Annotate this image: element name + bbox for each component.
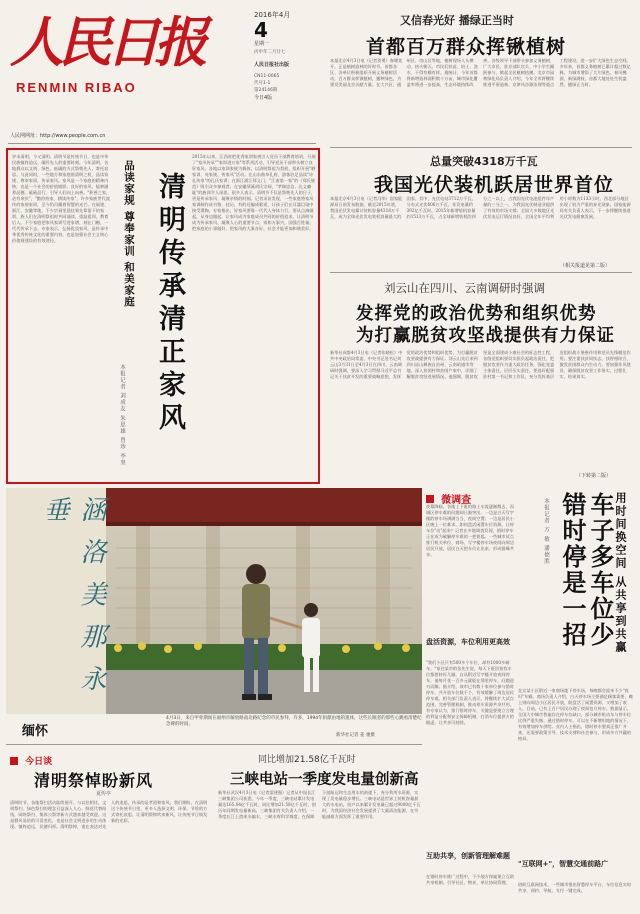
masthead-divider bbox=[8, 143, 316, 144]
tree-planting-kicker: 又信春光好 播绿正当时 bbox=[400, 14, 514, 27]
masthead-weekday: 星期一 bbox=[254, 41, 270, 47]
parking-body: 北京某小区附近一家商场地下停车场，每晚都会迎来不少"夜归"车辆。商场负责人介绍，白天停车场主要满足顾客需要，晚上则向周边小区居民开放，既盘活了闲置资源，又增加了收入。目前，已有上百户居民办理了夜间包月停车。数据显示，全国大中城市普遍存在停车位缺口，部分城市机动车与停车位比例严重失衡。通过错时停车，可以在不新增用地的情况下，有效增加停车供给。业内人士指出，错时停车要真正推广开来，还需要政策引导、技术支撑和社会参与，形成多方共赢的格局。 bbox=[518, 688, 633, 741]
parking-body-2: 借助互联网技术，一些城市推出智慧停车平台，车位信息实时共享，预约、导航、支付一键完成。 bbox=[518, 882, 632, 893]
today-label: 今日谈 bbox=[25, 757, 53, 767]
parking-headline: 车子多车位少 错时停是一招 bbox=[558, 492, 614, 648]
masthead-pinyin: RENMIN RIBAO bbox=[16, 80, 137, 95]
photo-block bbox=[6, 488, 422, 740]
photo-caption: 4月3日，来自甲骨期间在福州市解放路南北路纪念的市民参拜，许多，1994年捐献由地的遗体，这些长眠者的那些心跳看清楚纪念碑的时间。 bbox=[166, 716, 422, 727]
three-gorges-body: 新华社武汉4月3日电（记者梁建强）记者从中国长江三峡集团公司获悉，今年一季度，三峡电站累计发电量达165.04亿千瓦时，同比增加21.58亿千瓦时，创历年同期发电量新高。三峡集团有关负责人介绍，一季度长江上游来水偏丰，三峡水库科学调度，在保障下游航运和生态用水的前提下，充分利用水资源，实现了发电量稳步增长。三峡电站是世界上装机容量最大的水电站，投产以来累计发电量已超过9000亿千瓦时，为我国经济社会发展提供了大量清洁能源，在节能减排方面发挥了重要作用。 bbox=[218, 790, 421, 819]
three-gorges-headline: 三峡电站一季度发电量创新高 bbox=[230, 772, 419, 788]
calligraphy-panel bbox=[6, 488, 106, 714]
parking-sub-3: "互联网+"，智慧交通前路广 bbox=[518, 860, 609, 868]
masthead bbox=[8, 6, 316, 144]
liu-kicker: 刘云山在四川、云南调研时强调 bbox=[384, 281, 545, 295]
solar-story bbox=[330, 150, 632, 272]
survey-body-2: "我们小区只有500多个车位，却有1000多辆车。"家住某市的张先生说，每天下班回家找车位都要转好几圈。自从附近写字楼开放夜间停车，他每月花一百多元就能在那里停车，问题迎刃而解。据介绍，该市已有数十家单位参与错时停车，共开放车位数千个，有效缓解了周边居民停车难。相关部门负责人表示，将继续扩大试点范围，完善管理机制，推动停车资源共享共用。有专家认为，推行错时停车，关键是要建立合理的利益分配和安全保障机制，打消车位提供方的顾虑，让共享可持续。 bbox=[426, 660, 514, 725]
masthead-logo: 人民日报 bbox=[10, 10, 202, 74]
feature-byline: 本报记者 刘成友 朱思雄 曾珍 李坚 bbox=[119, 364, 125, 466]
today-story bbox=[6, 748, 212, 908]
liu-body: 新华社成都4月3日电（记者张晓松）中共中央政治局常委、中央书记处书记刘云山3月31日至4月3日在四川、云南调研时强调，要深入学习贯彻习近平总书记关于扶贫开发的重要战略思想，发挥党的政治优势和组织优势，为打赢脱贫攻坚战提供有力保证。刘云山先后来到四川凉山彝族自治州、云南昭通市等地，深入贫困村和贫困户家中，详细了解脱贫攻坚进展情况。他强调，脱贫攻坚是全面建成小康社会的标志性工程，各级党组织要切实担负起政治责任，把脱贫攻坚作为重大政治任务，强化党委主体责任，层层压实责任。要选好配强驻村第一书记和工作队，充分发挥基层党组织战斗堡垒作用和党员先锋模范作用。要注重扶贫同扶志、扶智相结合，激发贫困群众内生动力。要加强作风建设，确保脱贫攻坚工作务实、过程扎实、结果真实。 bbox=[330, 350, 631, 379]
masthead-issue: 第24146期 bbox=[254, 88, 278, 93]
survey-sub-2: 互助共享，创新管理解难题 bbox=[426, 852, 510, 860]
survey-label: 微调查 bbox=[441, 495, 472, 506]
today-tag-icon bbox=[10, 757, 18, 765]
feature-body-right: 2015年以来，江西省把优秀家训家规引入党员干部教育培训，开展了"家风传承""家训进万家"等系列活动，引导党员干部带头树立良好家风。各地以家训家规为载体，以清明祭祖为契机，组织开展"晒家训、亮家规、传家风"活动。在山东曲阜孔府，游客驻足品读"诗礼传家"的孔氏家训；在浙江浦江郑义门，"江南第一家"的《郑氏规范》吸引众多参观者；在安徽绩溪胡氏宗祠，"孝悌忠信、礼义廉耻"的族训令人深思。很多人表示，清明节不仅是祭奠先人的日子，更是传承家风、凝聚亲情的时刻。记者采访发现，一些家庭将家风家训制作成书签、挂历，有的还编成歌谣，让孩子们在耳濡目染中接受熏陶。专家指出，好家风要靠一代代人身体力行，要从点滴做起，从身边做起。让家风成为家庭成员共同的价值追求，让清明节成为传承家风、凝聚人心的重要节点。家和万事兴，国强百姓福。把家庭的小事做好，把家风的大事办好，社会才能更加和谐美好。 bbox=[192, 154, 316, 231]
masthead-issn: CN11-0065 bbox=[254, 74, 280, 79]
parking-byline: 本报记者 方 敏 潘德胜 bbox=[543, 498, 549, 565]
today-body: 清明时节，各地祭扫活动陆续展开。与以往相比，文明祭扫、绿色祭扫的理念日益深入人心。鲜花代替纸钱，网络祭扫、集体公祭等新方式越来越受欢迎。这是移风易俗的可喜变化，也是社会文明进步的生动体现。慎终追远，民德归厚。清明祭悼，重在表达对先人的追思，传承的是孝道和家风。我们期盼，在清明这个传统节日里，更多人选择文明、环保、节俭的方式寄托哀思，让清明祭悼吹来新风，让传统节日焕发新的光彩。 bbox=[10, 800, 208, 829]
solar-kicker: 总量突破4318万千瓦 bbox=[430, 155, 538, 168]
today-byline: 夏传亭 bbox=[96, 791, 112, 797]
masthead-date: 2016年4月 bbox=[254, 11, 291, 19]
top-right-divider bbox=[330, 147, 632, 148]
tree-planting-story bbox=[330, 6, 632, 146]
solar-note: （相关报道见第二版） bbox=[560, 263, 611, 269]
parking-column bbox=[518, 488, 634, 898]
masthead-code: 代号1-1 bbox=[254, 81, 271, 86]
feature-title-block bbox=[116, 154, 186, 478]
photo-credit: 新华社记者 姜 驰摄 bbox=[336, 733, 375, 738]
masthead-website[interactable]: 人民网网址：http://www.people.com.cn bbox=[10, 133, 106, 139]
feature-body-left: 岁末清明，今又清明。清明节是传统节日，也是中华民族慎终追远、缅怀先人的重要时刻。今年清明，各地群众以文明、绿色、低碳的方式祭奠先人，寄托哀思。与此同时，一些地方和家庭借清明之机，品读家规、尊奉家训，传承家风。家风是一个家庭的精神内核，也是一个社会的价值缩影。良好的家风，能够涵养品德、砥砺品行，引导人们向上向善。"积善之家，必有余庆"，"勤俭持家，耕读传家"，许多家族世代流传的家规家训，至今仍闪耀着智慧的光芒。在福建、浙江、安徽等地，不少宗祠里悬挂着先辈留下的家训，族人们在清明祭祖时共同诵读，重温祖训，教育后人。不少家庭把家风家训写进家谱、刻在门楣，一代代传承下去。专家表示，弘扬优良家风，是传承中华优秀传统文化的重要内容，也是加强社会主义核心价值观建设的有效途径。 bbox=[12, 154, 111, 243]
feature-title: 清明传承清正家风 bbox=[154, 172, 185, 436]
survey-sub-1: 盘活资源，车位利用更高效 bbox=[426, 638, 510, 646]
feature-box bbox=[6, 148, 320, 484]
today-headline: 清明祭悼盼新风 bbox=[34, 771, 154, 790]
three-gorges-kicker: 同比增加21.58亿千瓦时 bbox=[258, 755, 356, 765]
liu-note: （下转第二版） bbox=[576, 473, 612, 479]
memorial-photo bbox=[106, 488, 422, 714]
liu-headline-1: 发挥党的政治优势和组织优势 bbox=[356, 304, 597, 324]
solar-divider bbox=[330, 272, 632, 273]
photo-title: 缅怀 bbox=[22, 724, 49, 739]
feature-subtitle: 品读家规 尊奉家训 和美家庭 bbox=[123, 160, 135, 308]
masthead-publisher: 人民日报社出版 bbox=[254, 62, 290, 68]
tree-planting-headline: 首都百万群众挥锹植树 bbox=[366, 36, 567, 58]
bottom-divider bbox=[6, 744, 422, 745]
survey-column bbox=[426, 488, 514, 898]
liu-headline-2: 为打赢脱贫攻坚战提供有力保证 bbox=[356, 326, 615, 346]
liu-story bbox=[330, 276, 632, 482]
tree-planting-body: 本报北京4月3日电（记者贺勇）春暖花开，正是植树造林的好时节。首都各区、各单位积极组织开展义务植树活动，百万群众挥锹植树，播种绿色，为建设美丽北京贡献力量。在大兴区、通州区、房山区等地，植树现场人头攒动，热火朝天。市民们扶苗、培土、浇水，干得有模有样。据统计，今年首都将新增造林面积数十万亩，城市绿化覆盖率将进一步提高，生态环境持续改善。各级领导干部带头参加义务植树，广大市民、驻京部队官兵、中小学生踊跃参与，掀起全民植树热潮。北京市园林绿化局负责人介绍，今年全市将继续推进平原造林、京津风沙源治理等重点工程建设，进一步扩大绿色生态空间。多年来，首都义务植树已累计超过数亿株，为城市增添了大片绿色。春风拂面，新绿满枝，首都大地处处生机盎然，播绿正当时。 bbox=[330, 58, 631, 87]
survey-body-1: 夜幕降临，各地上下班的路上车流逐渐散去，而城区停车难的问题却日渐突出。一边是白天写字楼的停车场满满当当，夜间空置；一边是居民小区晚上一位难求。如何盘活闲置车位资源，让停车位"动"起来？记者在多地调查发现，错时停车正在成为破解停车难的一把钥匙。一些城市试点推行机关单位、商场、写字楼停车场夜间向周边居民开放，居民白天把车位让出来，形成错峰共享。 bbox=[426, 504, 514, 557]
survey-tag-icon bbox=[426, 495, 434, 503]
calligraphy-text: 涵 洛 美 那 永 垂 bbox=[39, 496, 106, 696]
masthead-lunar: 丙申年二月廿七 bbox=[254, 50, 286, 55]
solar-body: 本报北京4月3日电（记者冯华）国家能源局日前发布数据，截至2015年底，我国光伏发电累计装机容量4318万千瓦，成为全球光伏发电装机容量最大的国家。其中，光伏电站3712万千瓦，分布式光伏606万千瓦，年发电量约392亿千瓦时。2015年新增装机容量约1513万千瓦，占全球新增装机的四分之一以上，占我国光伏电池组件年产量的三分之一，为我国光伏制造业提供了有效的市场支撑。全国大多数地区光伏发电运行情况良好，全国全年平均利用小时数为1133小时，西北部分地区出现了较为严重的弃光现象。国家能源局有关负责人表示，下一步将继续推进光伏发电健康发展。 bbox=[330, 196, 631, 219]
memorial-roof bbox=[106, 488, 422, 522]
three-gorges-story bbox=[218, 748, 422, 908]
survey-body-3: 在错时停车推广过程中，不少地方探索建立互助共享机制，引导社区、物业、单位协同管理。 bbox=[426, 874, 514, 885]
masthead-pages: 今日4版 bbox=[254, 95, 273, 101]
solar-headline: 我国光伏装机跃居世界首位 bbox=[374, 174, 615, 196]
today-label-wrap bbox=[10, 750, 52, 769]
masthead-day: 4 bbox=[254, 18, 268, 42]
masthead-date-box bbox=[254, 10, 316, 110]
parking-side: 用时间换空间 从共享到共赢 bbox=[614, 492, 627, 654]
